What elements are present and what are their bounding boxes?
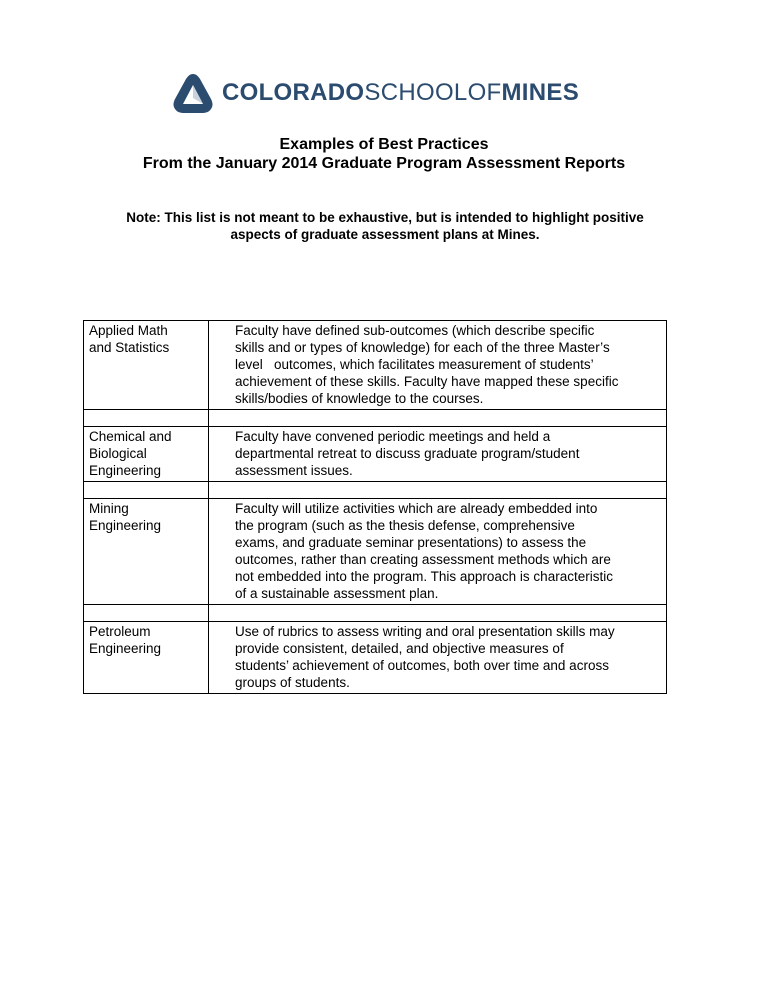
dept-line: Engineering — [89, 641, 162, 656]
desc-line: departmental retreat to discuss graduate program/student — [235, 446, 580, 461]
empty-cell — [84, 410, 209, 427]
table-row — [84, 427, 667, 482]
dept-line: Petroleum — [89, 624, 151, 639]
colorado-school-of-mines-logo — [171, 70, 579, 116]
desc-line: not embedded into the program. This approach is characteristic — [235, 569, 613, 584]
best-practices-table — [83, 320, 667, 694]
note-line-2: aspects of graduate assessment plans at Mines. — [230, 227, 540, 242]
logo-text-school: SCHOOL — [364, 79, 468, 106]
logo-wordmark — [222, 81, 579, 105]
dept-line: Mining — [89, 501, 129, 516]
desc-line: students’ achievement of outcomes, both over time and across — [235, 658, 609, 673]
table-spacer-row — [84, 605, 667, 622]
department-cell — [84, 321, 209, 410]
empty-cell — [209, 410, 667, 427]
dept-line: and Statistics — [89, 340, 170, 355]
note-line-1: Note: This list is not meant to be exhaustive, but is intended to highlight positive — [126, 210, 644, 225]
table-spacer-row — [84, 410, 667, 427]
desc-line: groups of students. — [235, 675, 350, 690]
desc-line: Use of rubrics to assess writing and oral presentation skills may — [235, 624, 615, 639]
dept-line: Biological — [89, 446, 147, 461]
note-paragraph — [90, 209, 680, 243]
desc-line: exams, and graduate seminar presentations) to assess the — [235, 535, 587, 550]
desc-line: Faculty have defined sub-outcomes (which describe specific — [235, 323, 595, 338]
practice-description-cell — [209, 499, 667, 605]
dept-line: Engineering — [89, 463, 162, 478]
dept-line: Engineering — [89, 518, 162, 533]
desc-line: level outcomes, which facilitates measurement of students’ — [235, 357, 594, 372]
empty-cell — [209, 605, 667, 622]
desc-line: skills and or types of knowledge) for each of the three Master’s — [235, 340, 610, 355]
document-title — [0, 135, 768, 173]
logo-text-mines: MINES — [501, 79, 580, 106]
logo-text-colorado: COLORADO — [222, 79, 365, 106]
desc-line: outcomes, rather than creating assessment methods which are — [235, 552, 611, 567]
desc-line: assessment issues. — [235, 463, 353, 478]
practice-description-cell — [209, 321, 667, 410]
desc-line: Faculty will utilize activities which are already embedded into — [235, 501, 598, 516]
empty-cell — [209, 482, 667, 499]
table-spacer-row — [84, 482, 667, 499]
department-cell — [84, 499, 209, 605]
practice-description-cell — [209, 622, 667, 694]
dept-line: Applied Math — [89, 323, 168, 338]
department-cell — [84, 622, 209, 694]
desc-line: Faculty have convened periodic meetings and held a — [235, 429, 551, 444]
table-row — [84, 622, 667, 694]
table-row — [84, 499, 667, 605]
desc-line: skills/bodies of knowledge to the courses. — [235, 391, 484, 406]
department-cell — [84, 427, 209, 482]
title-line-1: Examples of Best Practices — [279, 136, 489, 153]
mines-triangle-icon — [171, 71, 215, 115]
empty-cell — [84, 605, 209, 622]
desc-line: achievement of these skills. Faculty have mapped these specific — [235, 374, 619, 389]
practice-description-cell — [209, 427, 667, 482]
logo-text-of: OF — [467, 79, 502, 106]
desc-line: provide consistent, detailed, and objective measures of — [235, 641, 564, 656]
desc-line: of a sustainable assessment plan. — [235, 586, 439, 601]
title-line-2: From the January 2014 Graduate Program Assessment Reports — [142, 155, 626, 172]
desc-line: the program (such as the thesis defense, comprehensive — [235, 518, 575, 533]
table-row — [84, 321, 667, 410]
empty-cell — [84, 482, 209, 499]
dept-line: Chemical and — [89, 429, 172, 444]
